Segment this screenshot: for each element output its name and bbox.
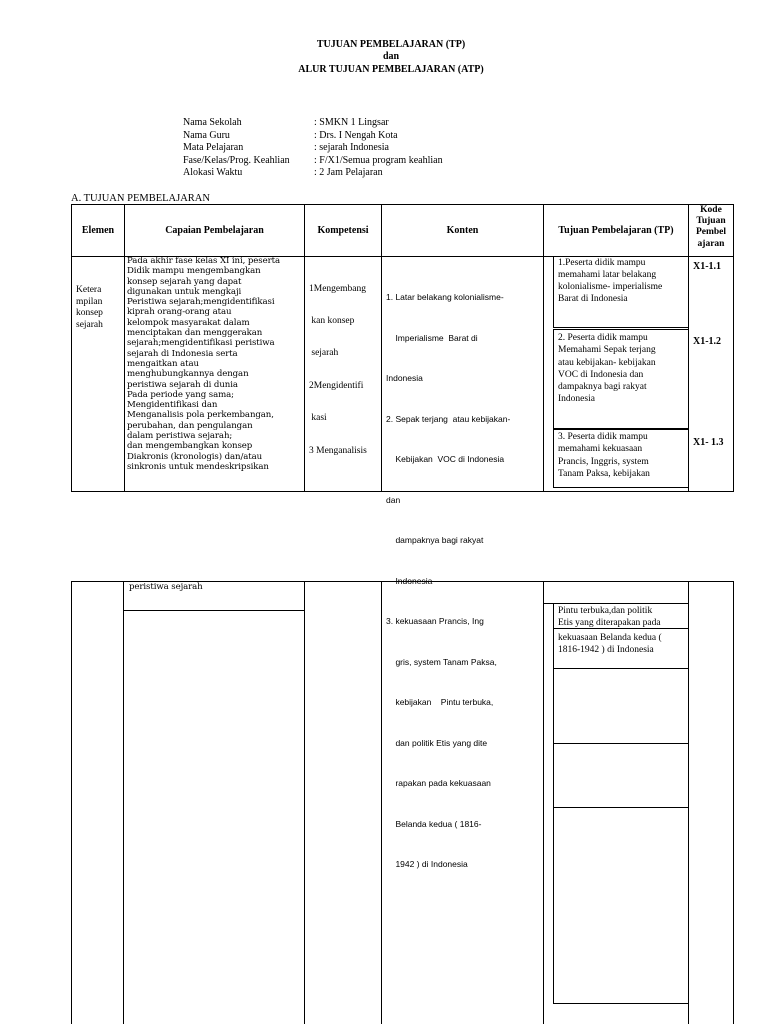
capaian-line: menghubungkannya dengan [127, 369, 249, 380]
tp-line: Etis yang diterapakan pada [558, 617, 661, 628]
tp-line: Indonesia [558, 394, 595, 405]
column-divider [304, 581, 305, 1024]
kode-1: X1-1.1 [693, 261, 722, 272]
header-kode-line: ajaran [697, 238, 725, 249]
capaian-line: sinkronis untuk mendeskripsikan [127, 461, 269, 472]
column-divider [543, 581, 544, 1024]
konten-line: Indonesia [386, 373, 423, 383]
capaian-line: Peristiwa sejarah;mengidentifikasi [127, 297, 275, 308]
header-kode-line: Pembel [695, 227, 727, 238]
kompetensi-line: 2Mengidentifi [309, 380, 364, 391]
table2-border-right [733, 581, 734, 1024]
konten-line: kebijakan Pintu terbuka, [386, 697, 494, 707]
kompetensi-line: sejarah [309, 348, 339, 359]
konten-line: Kebijakan VOC di Indonesia [386, 454, 505, 464]
capaian-line: Pada akhir fase kelas XI ini, peserta [127, 256, 280, 266]
elemen-line: Ketera [76, 285, 102, 295]
konten-line: dan politik Etis yang dite [386, 737, 488, 748]
tp-line: 1816-1942 ) di Indonesia [558, 645, 654, 656]
capaian-line: dalam peristiwa sejarah; [127, 431, 233, 442]
konten-cell [386, 264, 544, 885]
capaian-line: Mengidentifikasi dan [127, 400, 218, 411]
table-border-right [733, 204, 734, 492]
tp-line: Prancis, Inggris, system [558, 456, 649, 467]
tp-line: kolonialisme- imperialisme [558, 282, 663, 292]
capaian-line: kiprah orang-orang atau [127, 307, 232, 318]
capaian-line: Pada periode yang sama; [127, 389, 234, 400]
capaian-line: Diakronis (kronologis) dan/atau [127, 451, 263, 462]
tp-line: Tanam Paksa, kebijakan [558, 468, 650, 479]
column-divider [381, 581, 382, 1024]
section-title: A. TUJUAN PEMBELAJARAN [71, 193, 210, 204]
document-title: TUJUAN PEMBELAJARAN (TP) [316, 39, 466, 50]
konten-line: dan [386, 494, 401, 505]
tp-line: Barat di Indonesia [558, 294, 628, 304]
capaian-line: Didik mampu mengembangkan [127, 266, 261, 277]
info-label: Fase/Kelas/Prog. Keahlian [183, 154, 290, 166]
capaian-line: dan mengembangkan konsep [127, 441, 253, 452]
konten-line: 2. Sepak terjang atau kebijakan- [386, 413, 511, 424]
konten-line: dampaknya bagi rakyat [386, 535, 484, 545]
tp-line: atau kebijakan- kebijakan [558, 357, 656, 368]
tp-cell-2 [558, 332, 688, 406]
info-value: : SMKN 1 Lingsar [314, 117, 389, 128]
info-value: : F/X1/Semua program keahlian [314, 154, 443, 166]
info-block [183, 117, 443, 180]
info-row-subject [183, 142, 443, 155]
kompetensi-cell [309, 262, 381, 467]
info-row-teacher [183, 130, 443, 143]
header-kode-line: Kode [700, 205, 722, 215]
capaian-line: perubahan, dan pengulangan [127, 420, 253, 431]
konten-line: Imperialisme Barat di [386, 332, 478, 343]
column-divider [123, 581, 124, 1024]
info-value: : sejarah Indonesia [314, 142, 389, 153]
info-value: : 2 Jam Pelajaran [314, 167, 383, 178]
table2-border-left [71, 581, 72, 1024]
info-label: Mata Pelajaran [183, 142, 244, 153]
info-row-school [183, 117, 443, 130]
header-capaian: Capaian Pembelajaran [165, 225, 264, 236]
header-kode-line: Tujuan [696, 216, 726, 227]
header-konten: Konten [446, 225, 479, 236]
elemen-cell [76, 285, 122, 331]
capaian-continued: peristiwa sejarah [129, 582, 203, 592]
info-row-time [183, 167, 443, 180]
tp-line: memahami kekuasaan [558, 444, 643, 455]
tp-cont-cell-1 [558, 606, 688, 629]
tp-cell-1 [558, 257, 688, 305]
kompetensi-line: kasi [309, 413, 327, 424]
header-kompetensi: Kompetensi [317, 225, 369, 236]
capaian-line: menciptakan dan menggerakan [127, 328, 263, 339]
tp-line: 2. Peserta didik mampu [558, 333, 648, 343]
header-kode [689, 205, 733, 250]
konten-line: rapakan pada kekuasaan [386, 778, 491, 788]
tp-empty-box [553, 668, 689, 744]
tp-line: kekuasaan Belanda kedua ( [558, 633, 662, 643]
capaian-box-bottom [123, 610, 305, 611]
capaian-cell [127, 256, 305, 491]
tp-line: memahami latar belakang [558, 270, 657, 280]
elemen-line: mpilan [76, 296, 103, 307]
document-title-connector: dan [382, 51, 400, 62]
elemen-line: sejarah [76, 319, 103, 330]
konten-line: Belanda kedua ( 1816- [386, 818, 482, 829]
header-tp: Tujuan Pembelajaran (TP) [558, 225, 674, 236]
tp-empty-box [553, 743, 689, 808]
tp-line: dampaknya bagi rakyat [558, 382, 647, 393]
info-value: : Drs. I Nengah Kota [314, 129, 398, 141]
tp-cell-3 [558, 431, 688, 480]
konten-line: gris, system Tanam Paksa, [386, 656, 497, 667]
kode-2: X1-1.2 [693, 336, 722, 347]
tp-cont-cell-2 [558, 632, 688, 657]
capaian-line: sejarah;mengidentifikasi peristiwa [127, 338, 275, 349]
kompetensi-line: 1Mengembang [309, 283, 366, 294]
capaian-line: Menganalisis pola perkembangan, [127, 410, 274, 421]
info-label: Nama Sekolah [183, 117, 242, 128]
tp-line: Memahami Sepak terjang [558, 345, 656, 356]
konten-line: 1942 ) di Indonesia [386, 859, 468, 869]
capaian-line: peristiwa sejarah di dunia [127, 379, 238, 390]
tp-line: 3. Peserta didik mampu [558, 432, 648, 442]
elemen-line: konsep [76, 308, 103, 318]
capaian-line: mengaitkan atau [127, 358, 199, 369]
kompetensi-line: 3 Menganalisis [309, 445, 367, 456]
konten-line: 1. Latar belakang kolonialisme- [386, 292, 504, 302]
konten-line: 3. kekuasaan Prancis, Ing [386, 616, 484, 626]
tp-line: VOC di Indonesia dan [558, 369, 644, 380]
capaian-line: sejarah di Indonesia serta [127, 348, 238, 359]
capaian-line: digunakan untuk mengkaji [127, 286, 242, 297]
kode-3: X1- 1.3 [693, 437, 724, 448]
info-label: Nama Guru [183, 129, 230, 141]
capaian-line: konsep sejarah yang dapat [127, 276, 242, 287]
header-elemen: Elemen [81, 225, 115, 236]
info-row-phase [183, 155, 443, 168]
capaian-line: kelompok masyarakat dalam [127, 317, 250, 328]
tp-line: 1.Peserta didik mampu [558, 258, 646, 268]
tp-line: Pintu terbuka,dan politik [558, 606, 653, 616]
kompetensi-line: kan konsep [309, 315, 355, 326]
document-subtitle: ALUR TUJUAN PEMBELAJARAN (ATP) [298, 64, 484, 75]
info-label: Alokasi Waktu [183, 167, 243, 178]
tp-empty-box [553, 807, 689, 1004]
